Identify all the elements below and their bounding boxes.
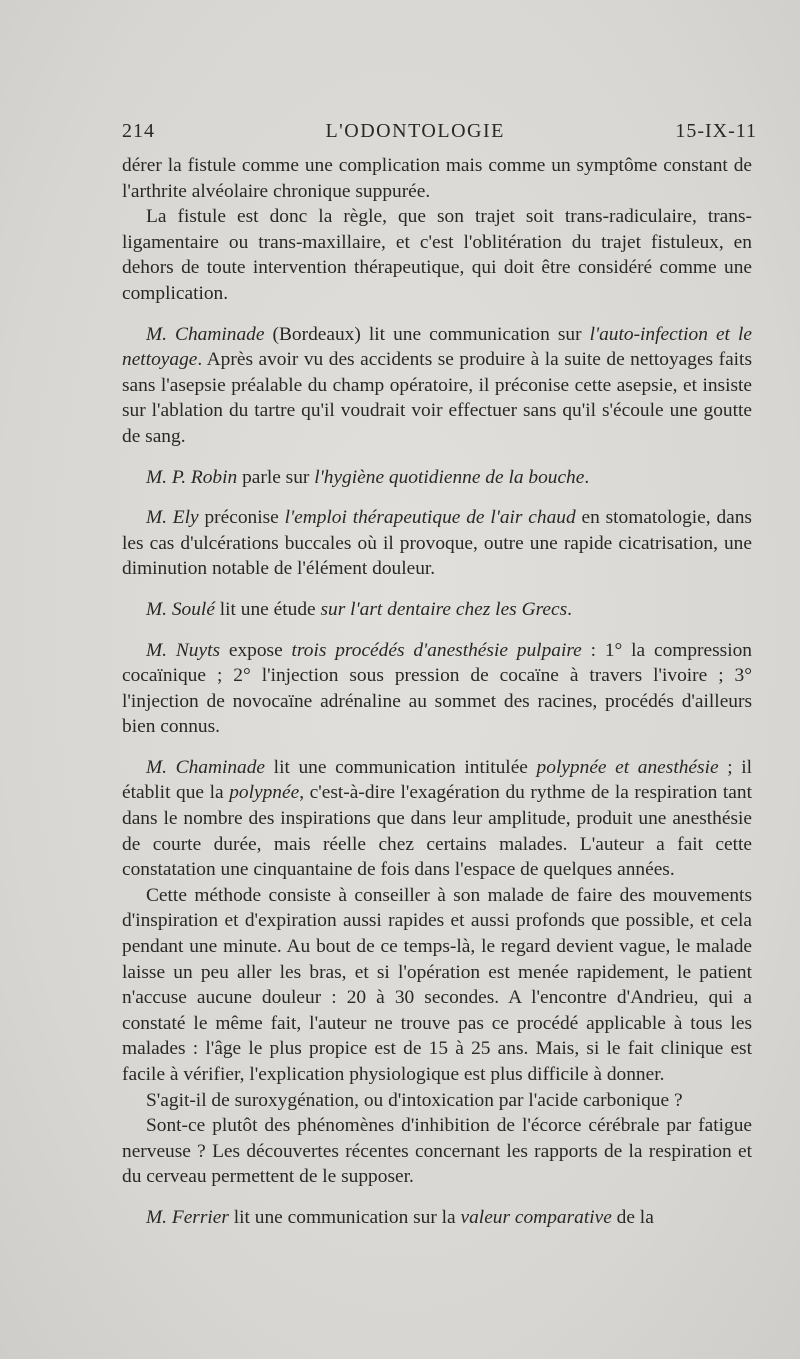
paragraph-text: lit une communication intitulée [265, 756, 537, 778]
speaker-name: M. Soulé [146, 598, 215, 620]
speaker-name: M. Ely [146, 507, 199, 529]
paragraph [122, 883, 752, 1088]
journal-title: L'ODONTOLOGIE [325, 120, 505, 142]
italic-title: polypnée et anesthésie [536, 756, 719, 778]
italic-title: l'hygiène quotidienne de la bouche [314, 466, 585, 488]
paragraph-text: ; il établit que la [122, 756, 753, 804]
speaker-name: M. P. Robin [146, 466, 238, 488]
issue-date: 15-IX-11 [675, 120, 757, 142]
paragraph [122, 153, 752, 204]
page-number: 214 [122, 120, 155, 142]
italic-title: l'emploi thérapeutique de l'air chaud [284, 507, 576, 529]
paragraph-text: . [567, 598, 573, 620]
paragraph [122, 1088, 752, 1114]
speaker-name: M. Nuyts [146, 639, 221, 661]
paragraph [122, 755, 752, 883]
paragraph-text: préconise [198, 507, 285, 529]
paragraph-text: de la [611, 1206, 654, 1228]
paragraph [122, 1113, 752, 1190]
paragraph-text: , c'est-à-dire l'exagération du rythme de la respiration tant dans le nombre des inspirations que dans leur amplitude, produit une anesthésie de courte durée, mais réelle chez certains malades. L'auteur a fait cette constatation une cinquantaine de fois dans l'espace de quelques années. [122, 782, 752, 881]
speaker-name: M. Ferrier [146, 1206, 229, 1228]
paragraph-text: (Bordeaux) lit une communication sur [264, 323, 590, 345]
paragraph-text: expose [220, 639, 292, 661]
italic-title: l'auto-infection et le nettoyage [122, 323, 752, 371]
paragraph-text: parle sur [237, 466, 315, 488]
italic-title: valeur comparative [460, 1206, 612, 1228]
paragraph-text: Cette méthode consiste à conseiller à son malade de faire des mouvements d'inspiration et d'expiration aussi rapides et aussi profonds que possible, et cela pendant une minute. Au bout de ce temps-là, le regard devient vague, le malade laisse un peu aller les bras, et si l'opération est menée rapidement, le patient n'accuse aucune douleur : 20 à 30 secondes. A l'encontre d'Andrieu, qui a constaté le même fait, l'auteur ne trouve pas ce procédé applicable à tous les malades : l'âge le plus propice est de 15 à 25 ans. Mais, si le fait clinique est facile à vérifier, l'explication physiologique est plus difficile à donner. [122, 884, 752, 1085]
paragraph-text: : 1° la compression cocaïnique ; 2° l'injection sous pression de cocaïne à travers l'ivoire ; 3° l'injection de novocaïne adrénaline au sommet des racines, procédés d'ailleurs bien connus. [122, 639, 752, 738]
paragraph-text: lit une étude [214, 598, 321, 620]
paragraph-text: La fistule est donc la règle, que son trajet soit trans-radiculaire, trans-ligamentaire ou trans-maxillaire, et c'est l'oblitération du trajet fistuleux, en dehors de toute intervention thérapeutique, qui doit être considéré comme une complication. [122, 206, 752, 304]
paragraph [122, 597, 752, 623]
paragraph [122, 1205, 752, 1231]
italic-title: trois procédés d'anesthésie pulpaire [291, 639, 582, 661]
paragraph-text: . Après avoir vu des accidents se produire à la suite de nettoyages faits sans l'asepsie préalable du champ opératoire, il préconise cette asepsie, et insiste sur l'ablation du tartre qu'il voudrait voir effectuer sans qu'il s'écoule une goutte de sang. [122, 349, 752, 447]
running-header [122, 120, 757, 148]
paragraph-text: Sont-ce plutôt des phénomènes d'inhibition de l'écorce cérébrale par fatigue nerveuse ? Les découvertes récentes concernant les rapports de la respiration et du cerveau permettent de le supposer. [122, 1115, 752, 1188]
speaker-name: M. Chaminade [146, 323, 265, 345]
paragraph [122, 505, 752, 582]
speaker-name: M. Chaminade [146, 756, 266, 778]
paragraph [122, 204, 752, 306]
paragraph-text: S'agit-il de suroxygénation, ou d'intoxication par l'acide carbonique ? [146, 1089, 683, 1111]
paragraph-text: lit une communication sur la [228, 1206, 461, 1228]
paragraph-text: en stomatologie, dans les cas d'ulcérations buccales où il provoque, outre une rapide cicatrisation, une diminution notable de l'élément douleur. [122, 507, 752, 580]
paragraph-text: dérer la fistule comme une complication mais comme un symptôme constant de l'arthrite alvéolaire chronique suppurée. [122, 155, 752, 202]
paragraph [122, 465, 752, 491]
italic-title: sur l'art dentaire chez les Grecs [320, 598, 568, 620]
page-body [122, 153, 752, 1231]
paragraph [122, 322, 752, 450]
paragraph [122, 638, 752, 740]
italic-title: polypnée [229, 782, 300, 804]
paragraph-text: . [584, 466, 590, 488]
